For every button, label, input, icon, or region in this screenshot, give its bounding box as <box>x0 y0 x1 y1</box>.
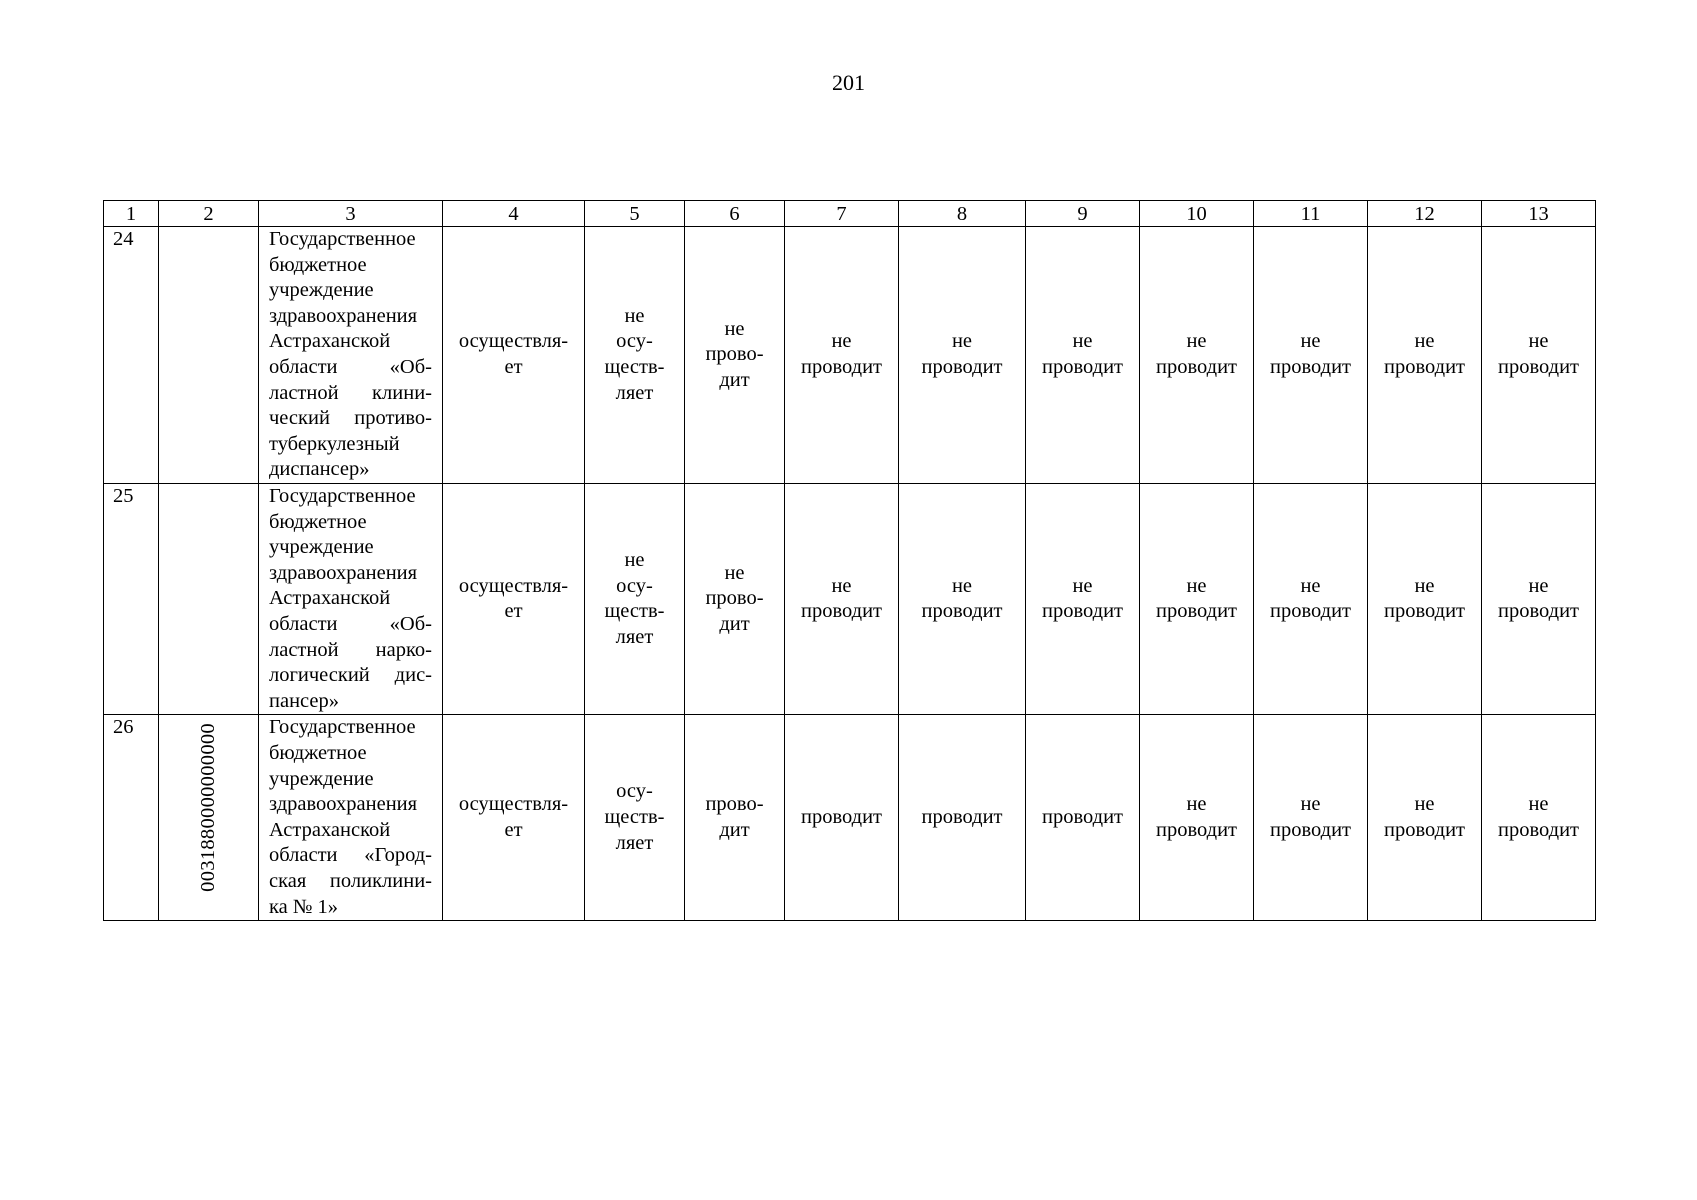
column-header: 9 <box>1026 201 1140 227</box>
status-cell-col-10 <box>1140 227 1254 484</box>
status-text-line: не <box>1300 330 1321 353</box>
status-cell-col-7 <box>785 227 899 484</box>
code-cell <box>159 227 259 484</box>
status-text-line: прово- <box>705 793 764 816</box>
status-text-line: не <box>951 330 973 353</box>
status-cell-col-8 <box>899 227 1026 484</box>
column-header: 1 <box>104 201 159 227</box>
code-cell <box>159 484 259 715</box>
status-text-line: ляет <box>615 381 654 404</box>
status-text-line: ляет <box>615 625 654 648</box>
status-text-line: ществ- <box>604 600 665 623</box>
status-text-line: проводит <box>1383 600 1466 623</box>
institution-name-line: логический дис- <box>269 664 432 687</box>
status-cell-col-13 <box>1482 715 1596 921</box>
status-text-line: прово- <box>705 587 764 610</box>
status-cell-col-12 <box>1368 484 1482 715</box>
status-text-line: ет <box>504 818 523 841</box>
institution-name-line: Государственное <box>269 485 416 507</box>
status-text-line: проводит <box>1269 600 1352 623</box>
status-text-line: прово- <box>705 343 764 366</box>
status-text-line: проводит <box>921 806 1003 829</box>
status-cell-col-5 <box>585 484 685 715</box>
status-text-line: не <box>724 561 745 584</box>
column-header: 5 <box>585 201 685 227</box>
status-text-line: ществ- <box>604 356 665 378</box>
column-header: 3 <box>259 201 443 227</box>
status-cell-col-6 <box>685 227 785 484</box>
institution-name-cell <box>259 715 443 921</box>
institution-name-line: пансер» <box>269 689 339 712</box>
institution-name-line: ческий противо- <box>269 407 432 430</box>
status-cell-col-7 <box>785 715 899 921</box>
institution-name-line: бюджетное <box>269 741 367 764</box>
column-header: 4 <box>443 201 585 227</box>
institution-name-line: бюджетное <box>269 510 367 533</box>
status-cell-col-13 <box>1482 227 1596 484</box>
status-cell-col-4 <box>443 484 585 715</box>
status-text-line: не <box>831 574 852 597</box>
status-text-line: осуществля- <box>458 330 569 353</box>
status-text-line: осу- <box>616 330 653 353</box>
page-number: 201 <box>832 70 865 95</box>
status-text-line: не <box>724 317 745 340</box>
institution-name-line: Астраханской <box>269 818 391 841</box>
institution-name-line: Государственное <box>269 716 416 739</box>
status-text-line: проводит <box>1041 356 1124 378</box>
status-cell-col-11 <box>1254 484 1368 715</box>
status-text-line: осуществля- <box>458 574 569 597</box>
institution-name-line: ластной клини- <box>269 381 432 404</box>
status-text-line: осуществля- <box>458 793 569 816</box>
status-cell-col-9 <box>1026 715 1140 921</box>
status-cell-col-5 <box>585 715 685 921</box>
status-text-line: не <box>1414 793 1435 816</box>
status-text-line: проводит <box>921 356 1003 378</box>
status-text-line: проводит <box>1155 818 1238 841</box>
status-text-line: проводит <box>800 600 883 623</box>
institution-name-line: учреждение <box>269 767 374 790</box>
status-cell-col-5 <box>585 227 685 484</box>
status-text-line: не <box>624 304 645 327</box>
status-text-line: проводит <box>1497 818 1580 841</box>
status-cell-col-10 <box>1140 715 1254 921</box>
status-text-line: не <box>831 330 852 353</box>
institution-name-line: туберкулезный <box>269 432 400 455</box>
status-text-line: не <box>1528 793 1549 816</box>
status-text-line: ляет <box>615 831 654 854</box>
status-text-line: дит <box>719 818 750 841</box>
institution-name-line: области «Об- <box>269 612 432 635</box>
data-table <box>103 200 1596 921</box>
status-text-line: не <box>1528 330 1549 353</box>
institution-name-line: Государственное <box>269 228 416 250</box>
status-text-line: проводит <box>1383 818 1466 841</box>
status-cell-col-11 <box>1254 227 1368 484</box>
status-text-line: не <box>1528 574 1549 597</box>
status-text-line: ет <box>504 356 523 378</box>
status-text-line: проводит <box>1497 356 1580 378</box>
column-header: 2 <box>159 201 259 227</box>
column-header: 10 <box>1140 201 1254 227</box>
status-text-line: осу- <box>616 780 653 803</box>
status-cell-col-9 <box>1026 227 1140 484</box>
status-text-line: проводит <box>1497 600 1580 623</box>
column-header: 11 <box>1254 201 1368 227</box>
status-text-line: не <box>1300 793 1321 816</box>
table-row <box>104 227 1596 484</box>
institution-name-line: учреждение <box>269 536 374 559</box>
status-text-line: не <box>1186 330 1207 353</box>
status-text-line: проводит <box>800 356 883 378</box>
column-header: 13 <box>1482 201 1596 227</box>
status-text-line: не <box>1414 574 1435 597</box>
status-text-line: не <box>1414 330 1435 353</box>
status-cell-col-4 <box>443 715 585 921</box>
status-text-line: проводит <box>1269 818 1352 841</box>
institution-name-line: здравоохранения <box>269 561 418 584</box>
institution-name-line: ластной нарко- <box>269 638 432 661</box>
status-text-line: не <box>1072 574 1093 597</box>
status-text-line: проводит <box>1155 600 1238 623</box>
status-cell-col-12 <box>1368 715 1482 921</box>
column-header: 7 <box>785 201 899 227</box>
row-number-cell: 25 <box>104 484 159 715</box>
status-text-line: дит <box>719 612 750 635</box>
institution-name-cell <box>259 484 443 715</box>
column-header: 6 <box>685 201 785 227</box>
institution-name-line: учреждение <box>269 279 374 302</box>
institution-name-line: области «Об- <box>269 355 432 378</box>
status-text-line: ет <box>504 600 523 623</box>
row-number-cell: 24 <box>104 227 159 484</box>
institution-name-line: области «Город- <box>269 844 432 867</box>
institution-name-line: ка № 1» <box>269 895 339 918</box>
code-cell <box>159 715 259 921</box>
registry-code: 0031880000000000 <box>196 723 219 893</box>
status-cell-col-8 <box>899 484 1026 715</box>
status-text-line: не <box>1186 574 1207 597</box>
institution-name-line: ская поликлини- <box>269 869 432 892</box>
status-text-line: проводит <box>1383 356 1466 378</box>
status-text-line: не <box>1072 330 1093 353</box>
column-header: 8 <box>899 201 1026 227</box>
status-cell-col-6 <box>685 484 785 715</box>
status-cell-col-9 <box>1026 484 1140 715</box>
institution-name-line: диспансер» <box>269 458 370 481</box>
status-cell-col-11 <box>1254 715 1368 921</box>
column-header: 12 <box>1368 201 1482 227</box>
institution-name-line: Астраханской <box>269 587 391 610</box>
status-text-line: проводит <box>1041 600 1124 623</box>
status-text-line: проводит <box>1269 356 1352 378</box>
institution-name-line: здравоохранения <box>269 793 418 816</box>
status-cell-col-8 <box>899 715 1026 921</box>
institution-name-line: бюджетное <box>269 253 367 276</box>
status-cell-col-10 <box>1140 484 1254 715</box>
status-text-line: не <box>624 548 645 571</box>
institution-name-cell <box>259 227 443 484</box>
status-text-line: не <box>951 574 973 597</box>
status-text-line: осу- <box>616 574 653 597</box>
status-text-line: ществ- <box>604 806 665 829</box>
table-row <box>104 715 1596 921</box>
status-cell-col-4 <box>443 227 585 484</box>
status-cell-col-7 <box>785 484 899 715</box>
status-text-line: проводит <box>921 600 1003 623</box>
institution-name-line: здравоохранения <box>269 304 418 327</box>
status-text-line: проводит <box>800 806 883 829</box>
row-number-cell: 26 <box>104 715 159 921</box>
status-text-line: дит <box>719 368 750 391</box>
status-cell-col-13 <box>1482 484 1596 715</box>
status-cell-col-6 <box>685 715 785 921</box>
institution-name-line: Астраханской <box>269 330 391 353</box>
table-header-row <box>104 201 1596 227</box>
status-text-line: не <box>1186 793 1207 816</box>
table-row <box>104 484 1596 715</box>
status-text-line: проводит <box>1155 356 1238 378</box>
status-cell-col-12 <box>1368 227 1482 484</box>
status-text-line: проводит <box>1041 806 1124 829</box>
status-text-line: не <box>1300 574 1321 597</box>
